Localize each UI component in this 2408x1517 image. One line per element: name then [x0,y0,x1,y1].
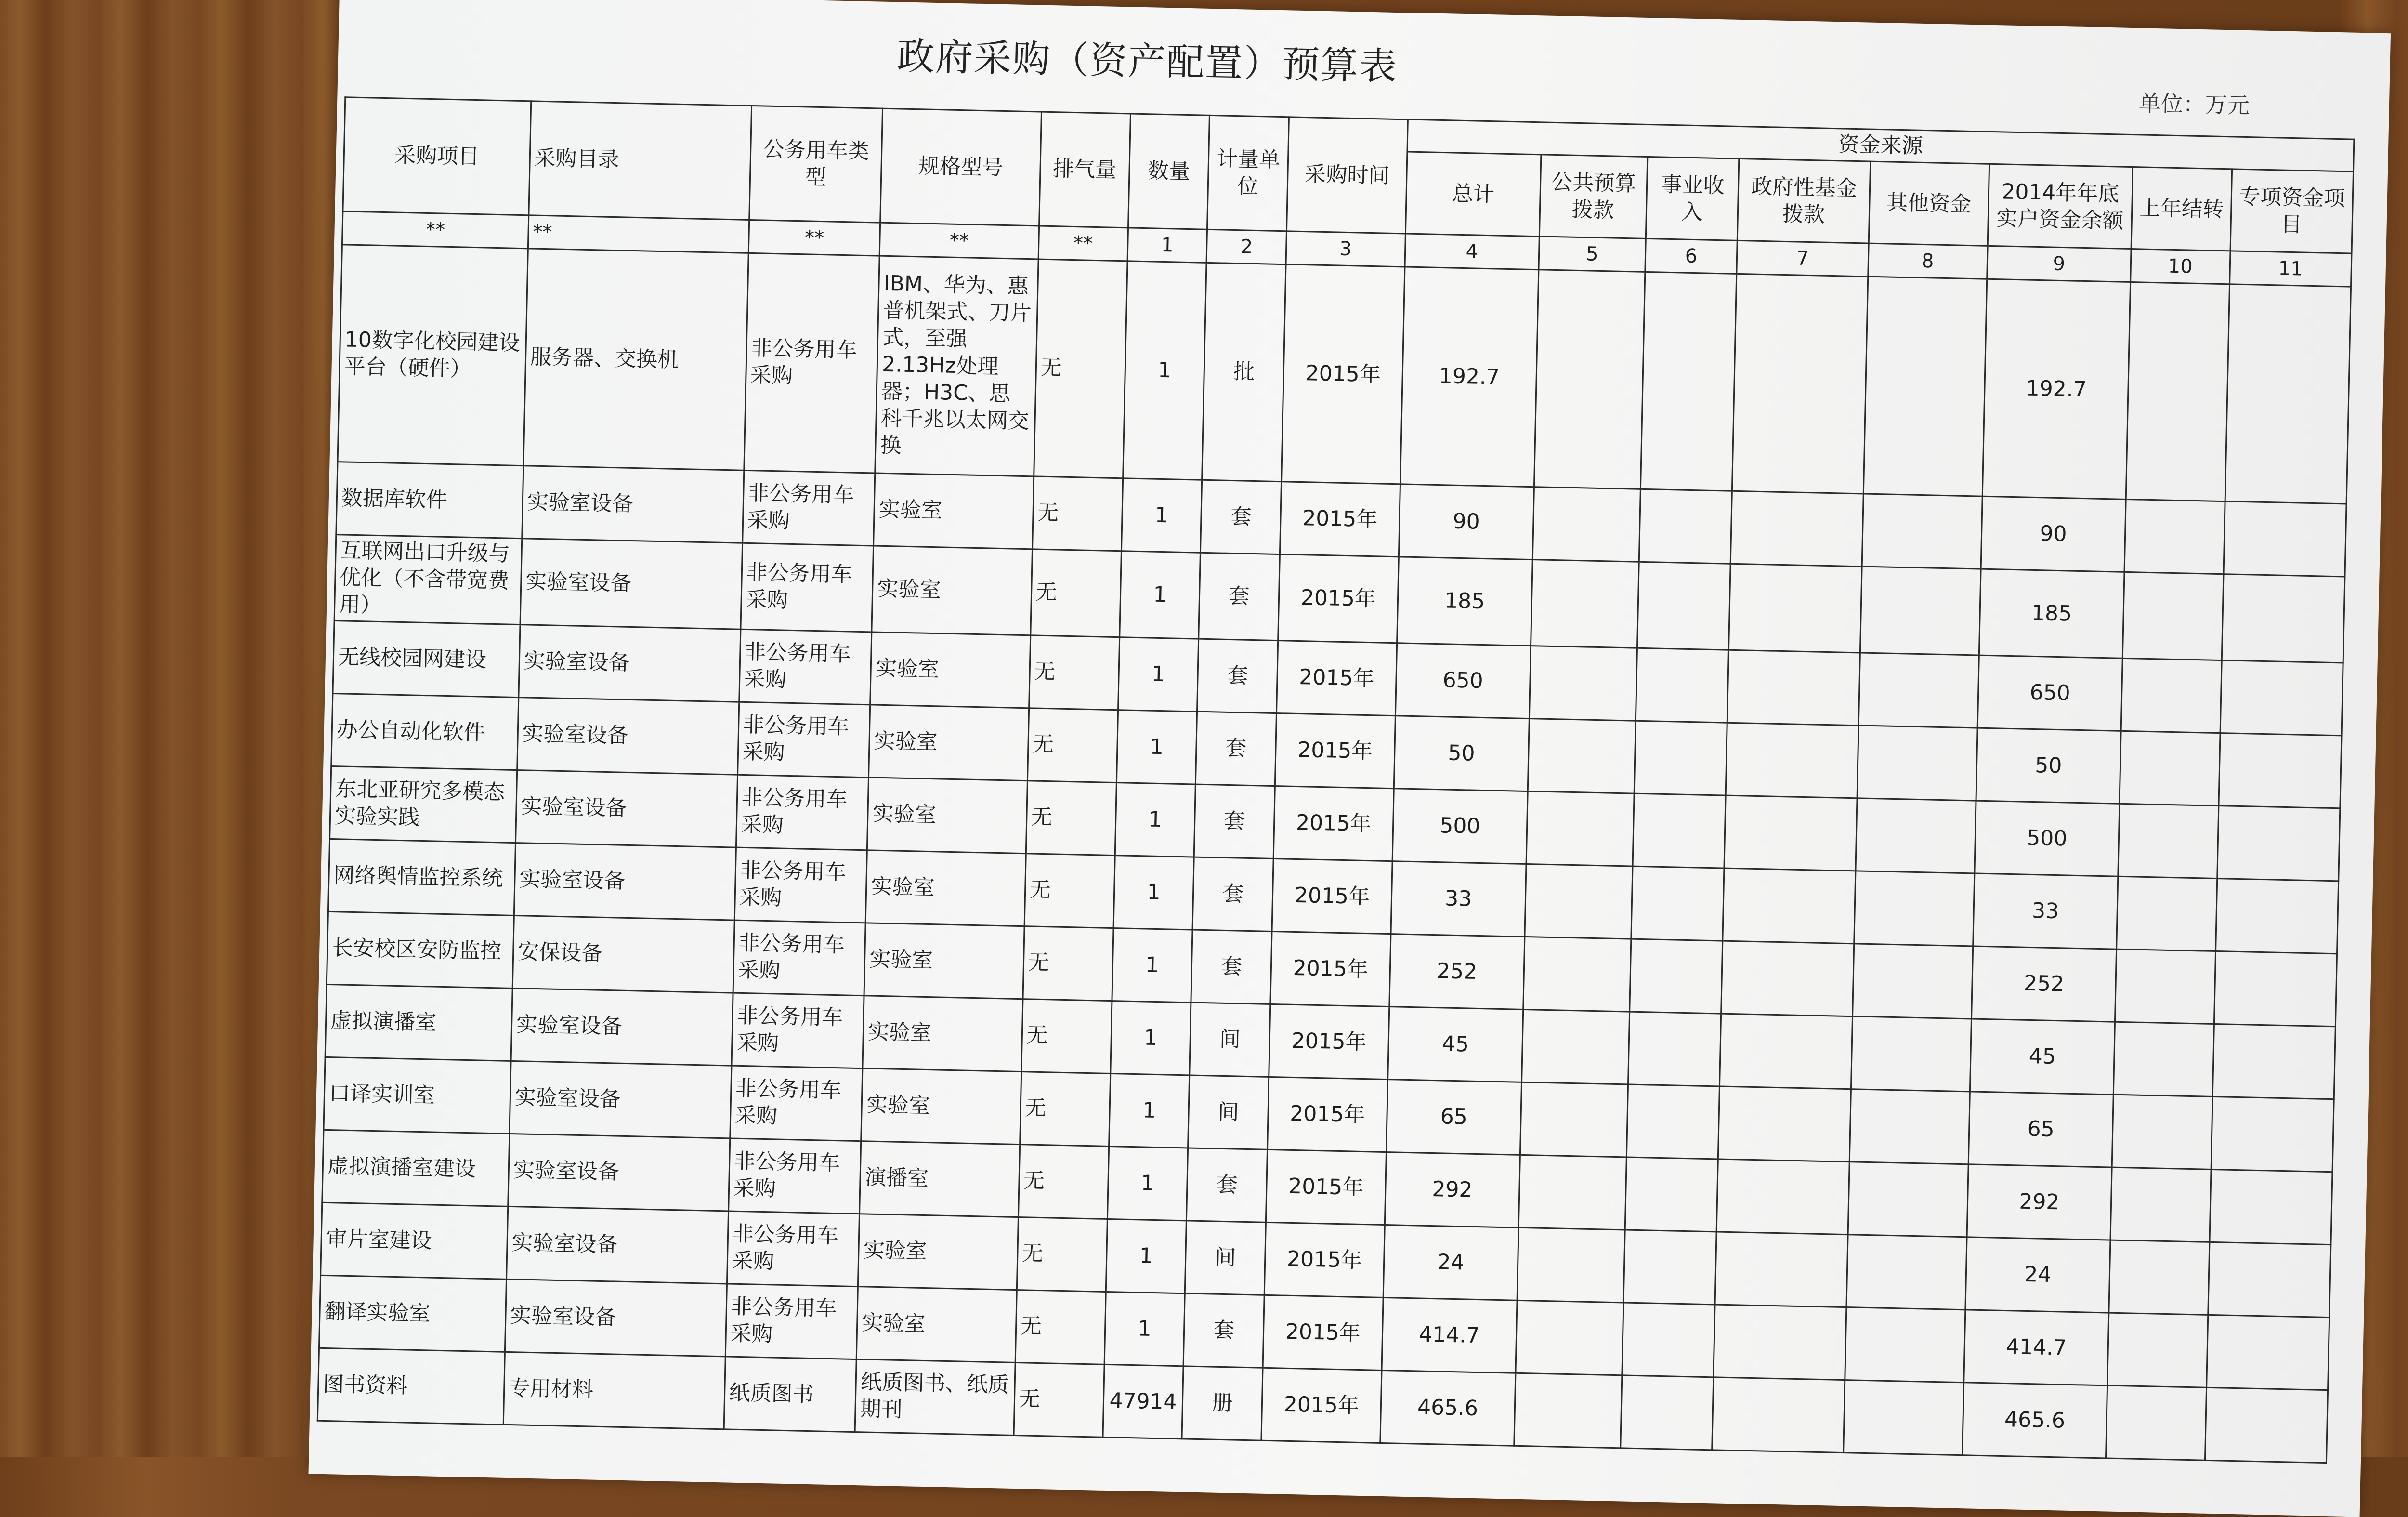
displacement-cell: 无 [1026,781,1116,856]
special-fund-cell [2220,660,2343,736]
displacement-cell: 无 [1027,708,1118,783]
spec-cell: IBM、华为、惠普机架式、刀片式，至强2.13Hz处理器；H3C、思科千兆以太网交换 [875,256,1038,476]
special-fund-cell [2212,1024,2335,1099]
car-type-cell: 非公务用车采购 [730,1066,863,1141]
business-income-cell [1626,1084,1719,1159]
car-type-cell: 非公务用车采购 [732,993,864,1068]
displacement-cell: 无 [1024,854,1115,928]
code-cell: 6 [1645,238,1738,274]
balance-2014-cell: 24 [1965,1237,2110,1313]
other-fund-cell [1860,567,1981,655]
car-type-cell: 非公务用车采购 [737,702,870,778]
business-income-cell [1622,1303,1715,1377]
measure-unit-cell: 套 [1196,712,1277,786]
balance-2014-cell: 65 [1968,1092,2113,1167]
gov-fund-cell [1732,274,1868,494]
header-spec: 规格型号 [880,108,1041,226]
displacement-cell: 无 [1015,1290,1106,1365]
item-cell: 网络舆情监控系统 [328,839,515,915]
public-budget-cell [1534,270,1645,489]
quantity-cell: 1 [1106,1219,1187,1293]
total-cell: 465.6 [1380,1370,1516,1446]
total-cell: 292 [1385,1152,1520,1228]
code-cell: ** [1038,226,1128,261]
header-fund-source: 资金来源 [1407,119,2354,171]
balance-2014-cell: 292 [1967,1164,2112,1240]
displacement-cell: 无 [1013,1362,1104,1437]
purchase-time-cell: 2015年 [1269,1004,1389,1079]
gov-fund-cell [1718,1086,1851,1162]
car-type-cell: 非公务用车采购 [744,253,879,473]
header-catalog: 采购目录 [529,101,752,220]
measure-unit-cell: 套 [1197,639,1278,713]
quantity-cell: 1 [1118,637,1199,712]
catalog-cell: 实验室设备 [505,1279,727,1357]
item-cell: 无线校园网建设 [333,621,520,698]
public-budget-cell [1518,1155,1626,1230]
balance-2014-cell: 50 [1976,728,2121,804]
total-cell: 90 [1399,484,1534,560]
quantity-cell: 1 [1116,710,1197,784]
balance-2014-cell: 45 [1970,1019,2115,1095]
wood-background-left [0,0,347,1457]
gov-fund-cell [1715,1232,1848,1307]
public-budget-cell [1529,646,1637,721]
balance-2014-cell: 252 [1971,946,2116,1022]
code-cell: 9 [1987,246,2131,282]
car-type-cell: 非公务用车采购 [725,1284,858,1359]
catalog-cell: 实验室设备 [519,625,741,702]
special-fund-cell [2217,806,2340,881]
special-fund-cell [2225,284,2351,504]
public-budget-cell [1514,1373,1622,1448]
gov-fund-cell [1716,1159,1849,1235]
last-year-carry-cell [2110,1167,2211,1242]
gov-fund-cell [1712,1377,1845,1453]
catalog-cell: 实验室设备 [508,1134,730,1211]
displacement-cell: 无 [1018,1145,1109,1219]
header-gov-fund: 政府性基金拨款 [1737,158,1870,243]
purchase-time-cell: 2015年 [1272,859,1392,934]
other-fund-cell [1856,798,1976,873]
car-type-cell: 非公务用车采购 [728,1138,861,1214]
gov-fund-cell [1714,1305,1846,1380]
spec-cell: 实验室 [865,850,1025,926]
business-income-cell [1634,721,1727,795]
spec-cell: 实验室 [869,705,1029,781]
other-fund-cell [1862,494,1982,569]
purchase-time-cell: 2015年 [1267,1077,1387,1152]
item-cell: 互联网出口升级与优化（不含带宽费用） [334,535,522,625]
spec-cell: 实验室 [861,1068,1021,1145]
header-item: 采购项目 [343,97,531,215]
measure-unit-cell: 套 [1187,1148,1268,1222]
budget-table [317,96,2355,1464]
other-fund-cell [1848,1162,1968,1237]
gov-fund-cell [1729,564,1862,653]
measure-unit-cell: 册 [1182,1366,1263,1440]
balance-2014-cell: 500 [1975,801,2120,876]
displacement-cell: 无 [1034,259,1127,478]
quantity-cell: 1 [1113,856,1194,930]
item-cell: 10数字化校园建设平台（硬件） [338,245,528,466]
other-fund-cell [1846,1235,1967,1310]
total-cell: 650 [1395,643,1531,719]
code-cell: 7 [1737,240,1869,277]
header-last-year-carry: 上年结转 [2131,167,2232,251]
special-fund-cell [2222,574,2345,663]
last-year-carry-cell [2115,949,2216,1024]
paper-sheet [308,0,2391,1517]
header-total: 总计 [1405,152,1541,237]
quantity-cell: 1 [1121,478,1202,553]
measure-unit-cell: 套 [1199,553,1280,640]
business-income-cell [1625,1157,1718,1232]
displacement-cell: 无 [1022,926,1113,1001]
quantity-cell: 1 [1104,1292,1185,1366]
balance-2014-cell: 414.7 [1963,1310,2108,1385]
code-cell: ** [879,223,1039,259]
public-budget-cell [1517,1227,1625,1303]
special-fund-cell [2211,1096,2334,1172]
balance-2014-cell: 185 [1979,569,2124,658]
business-income-cell [1636,648,1728,723]
spec-cell: 实验室 [872,546,1032,635]
total-cell: 185 [1397,557,1532,646]
car-type-cell: 非公务用车采购 [727,1211,860,1287]
balance-2014-cell: 33 [1973,873,2118,949]
gov-fund-cell [1727,650,1860,726]
total-cell: 500 [1392,789,1528,864]
header-purchase-time: 采购时间 [1286,117,1408,234]
balance-2014-cell: 192.7 [1982,279,2131,499]
displacement-cell: 无 [1021,999,1112,1074]
item-cell: 图书资料 [317,1348,505,1425]
measure-unit-cell: 批 [1202,263,1286,481]
item-cell: 数据库软件 [336,462,523,539]
displacement-cell: 无 [1017,1217,1107,1292]
total-cell: 65 [1386,1080,1521,1155]
last-year-carry-cell [2106,1385,2207,1460]
quantity-cell: 47914 [1103,1364,1184,1438]
catalog-cell: 实验室设备 [510,1061,732,1138]
catalog-cell: 实验室设备 [515,770,737,848]
car-type-cell: 非公务用车采购 [734,847,867,923]
quantity-cell: 1 [1119,551,1200,639]
purchase-time-cell: 2015年 [1280,482,1400,557]
car-type-cell: 非公务用车采购 [742,470,875,546]
measure-unit-cell: 套 [1192,857,1273,931]
purchase-time-cell: 2015年 [1266,1149,1386,1225]
measure-unit-cell: 间 [1185,1221,1266,1295]
spec-cell: 演播室 [860,1141,1020,1217]
catalog-cell: 安保设备 [512,916,734,993]
public-budget-cell [1523,937,1631,1012]
code-cell: 10 [2131,249,2230,284]
spec-cell: 纸质图书、纸质期刊 [855,1359,1015,1436]
public-budget-cell [1531,560,1639,648]
quantity-cell: 1 [1115,783,1196,857]
header-special-fund: 专项资金项目 [2230,169,2354,253]
last-year-carry-cell [2109,1240,2210,1315]
budget-rows [317,245,2351,1463]
public-budget-cell [1521,1009,1629,1084]
total-cell: 24 [1383,1225,1518,1301]
gov-fund-cell [1730,491,1863,567]
catalog-cell: 服务器、交换机 [523,249,748,470]
car-type-cell: 非公务用车采购 [739,629,872,705]
public-budget-cell [1516,1300,1623,1375]
balance-2014-cell: 465.6 [1962,1383,2107,1458]
total-cell: 192.7 [1400,267,1538,487]
spec-cell: 实验室 [867,778,1027,854]
last-year-carry-cell [2120,731,2220,805]
other-fund-cell [1845,1307,1965,1383]
header-public-budget: 公共预算拨款 [1539,155,1648,239]
header-business-income: 事业收入 [1646,157,1739,240]
header-displacement: 排气量 [1039,112,1130,228]
purchase-time-cell: 2015年 [1263,1295,1383,1370]
purchase-time-cell: 2015年 [1281,264,1404,484]
car-type-cell: 非公务用车采购 [741,543,874,632]
catalog-cell: 实验室设备 [511,988,733,1066]
quantity-cell: 1 [1110,1001,1191,1075]
last-year-carry-cell [2117,876,2217,951]
purchase-time-cell: 2015年 [1278,554,1399,643]
header-car-type: 公务用车类型 [749,106,883,223]
unit-label: 单位：万元 [2138,90,2250,119]
last-year-carry-cell [2107,1313,2208,1387]
other-fund-cell [1858,653,1979,728]
displacement-cell: 无 [1030,549,1121,637]
spec-cell: 实验室 [858,1214,1018,1290]
purchase-time-cell: 2015年 [1275,713,1395,789]
catalog-cell: 实验室设备 [506,1206,728,1284]
public-budget-cell [1525,864,1633,939]
code-cell: 8 [1868,243,1988,279]
document-title: 政府采购（资产配置）预算表 [896,35,1399,89]
catalog-cell: 实验室设备 [522,466,744,543]
code-cell: 2 [1206,229,1286,264]
business-income-cell [1628,1012,1721,1086]
item-cell: 虚拟演播室建设 [322,1130,510,1206]
business-income-cell [1630,939,1723,1014]
other-fund-cell [1857,726,1977,801]
item-cell: 长安校区安防监控 [327,911,514,988]
header-quantity: 数量 [1128,114,1210,229]
total-cell: 33 [1391,861,1526,937]
header-measure-unit: 计量单位 [1207,115,1289,231]
other-fund-cell [1843,1380,1963,1455]
quantity-cell: 1 [1123,261,1206,480]
last-year-carry-cell [2121,658,2222,733]
purchase-time-cell: 2015年 [1276,641,1397,716]
measure-unit-cell: 套 [1201,480,1282,554]
catalog-cell: 实验室设备 [514,843,736,921]
purchase-time-cell: 2015年 [1270,931,1391,1006]
item-cell: 翻译实验室 [319,1275,506,1352]
item-cell: 审片室建设 [321,1202,508,1279]
purchase-time-cell: 2015年 [1273,786,1394,861]
purchase-time-cell: 2015年 [1264,1222,1385,1297]
other-fund-cell [1854,871,1975,946]
measure-unit-cell: 套 [1191,930,1272,1004]
special-fund-cell [2206,1315,2329,1390]
measure-unit-cell: 套 [1183,1293,1264,1368]
business-income-cell [1631,866,1724,941]
last-year-carry-cell [2112,1095,2212,1169]
last-year-carry-cell [2124,499,2225,574]
table-row [338,245,2351,504]
last-year-carry-cell [2113,1022,2214,1096]
special-fund-cell [2215,879,2338,954]
catalog-cell: 专用材料 [503,1352,725,1429]
other-fund-cell [1852,944,1973,1019]
gov-fund-cell [1724,795,1857,871]
special-fund-cell [2214,951,2337,1027]
spec-cell: 实验室 [857,1287,1017,1363]
car-type-cell: 纸质图书 [724,1357,857,1432]
business-income-cell [1639,489,1732,564]
item-cell: 办公自动化软件 [331,694,519,770]
last-year-carry-cell [2118,804,2219,878]
catalog-cell: 实验室设备 [517,698,739,775]
measure-unit-cell: 间 [1190,1003,1270,1077]
last-year-carry-cell [2122,572,2223,660]
header-other-fund: 其他资金 [1869,161,1989,246]
displacement-cell: 无 [1032,476,1123,551]
other-fund-cell [1849,1089,1970,1164]
spec-cell: 实验室 [870,632,1030,708]
catalog-cell: 实验室设备 [520,539,742,630]
quantity-cell: 1 [1107,1146,1188,1220]
displacement-cell: 无 [1020,1072,1110,1147]
car-type-cell: 非公务用车采购 [733,920,866,996]
total-cell: 252 [1389,934,1525,1010]
business-income-cell [1623,1230,1716,1305]
code-cell: ** [528,215,749,253]
code-cell: 1 [1127,228,1207,263]
other-fund-cell [1851,1016,1971,1092]
code-cell: ** [748,220,880,256]
spec-cell: 实验室 [863,996,1022,1072]
code-cell: 11 [2229,251,2352,287]
item-cell: 口译实训室 [324,1057,511,1134]
spec-cell: 实验室 [864,923,1024,999]
special-fund-cell [2224,501,2346,577]
public-budget-cell [1520,1082,1628,1157]
public-budget-cell [1532,487,1640,562]
other-fund-cell [1863,277,1987,496]
gov-fund-cell [1726,723,1858,798]
special-fund-cell [2208,1242,2331,1317]
measure-unit-cell: 套 [1194,784,1275,858]
balance-2014-cell: 650 [1977,655,2122,731]
measure-unit-cell: 间 [1188,1075,1269,1149]
spec-cell: 实验室 [874,473,1034,549]
public-budget-cell [1528,719,1636,794]
special-fund-cell [2210,1169,2332,1244]
gov-fund-cell [1720,1014,1853,1089]
public-budget-cell [1526,791,1634,867]
code-cell: 3 [1286,231,1405,267]
special-fund-cell [2205,1387,2328,1463]
total-cell: 50 [1394,716,1529,791]
total-cell: 414.7 [1382,1297,1517,1373]
business-income-cell [1637,562,1730,650]
item-cell: 虚拟演播室 [325,984,512,1061]
code-cell: 5 [1539,237,1646,272]
quantity-cell: 1 [1109,1074,1190,1148]
code-cell: ** [342,211,528,249]
special-fund-cell [2219,733,2342,808]
header-balance-2014: 2014年年底实户资金余额 [1988,164,2133,249]
item-cell: 东北亚研究多模态实验实践 [330,766,517,843]
gov-fund-cell [1721,941,1854,1016]
purchase-time-cell: 2015年 [1261,1368,1382,1443]
code-cell: 4 [1405,234,1539,270]
displacement-cell: 无 [1029,635,1119,710]
balance-2014-cell: 90 [1981,496,2126,572]
business-income-cell [1633,793,1726,868]
gov-fund-cell [1723,868,1856,944]
last-year-carry-cell [2126,282,2229,501]
business-income-cell [1640,272,1737,491]
total-cell: 45 [1387,1007,1523,1082]
car-type-cell: 非公务用车采购 [736,775,869,850]
business-income-cell [1621,1375,1714,1450]
quantity-cell: 1 [1112,928,1193,1003]
